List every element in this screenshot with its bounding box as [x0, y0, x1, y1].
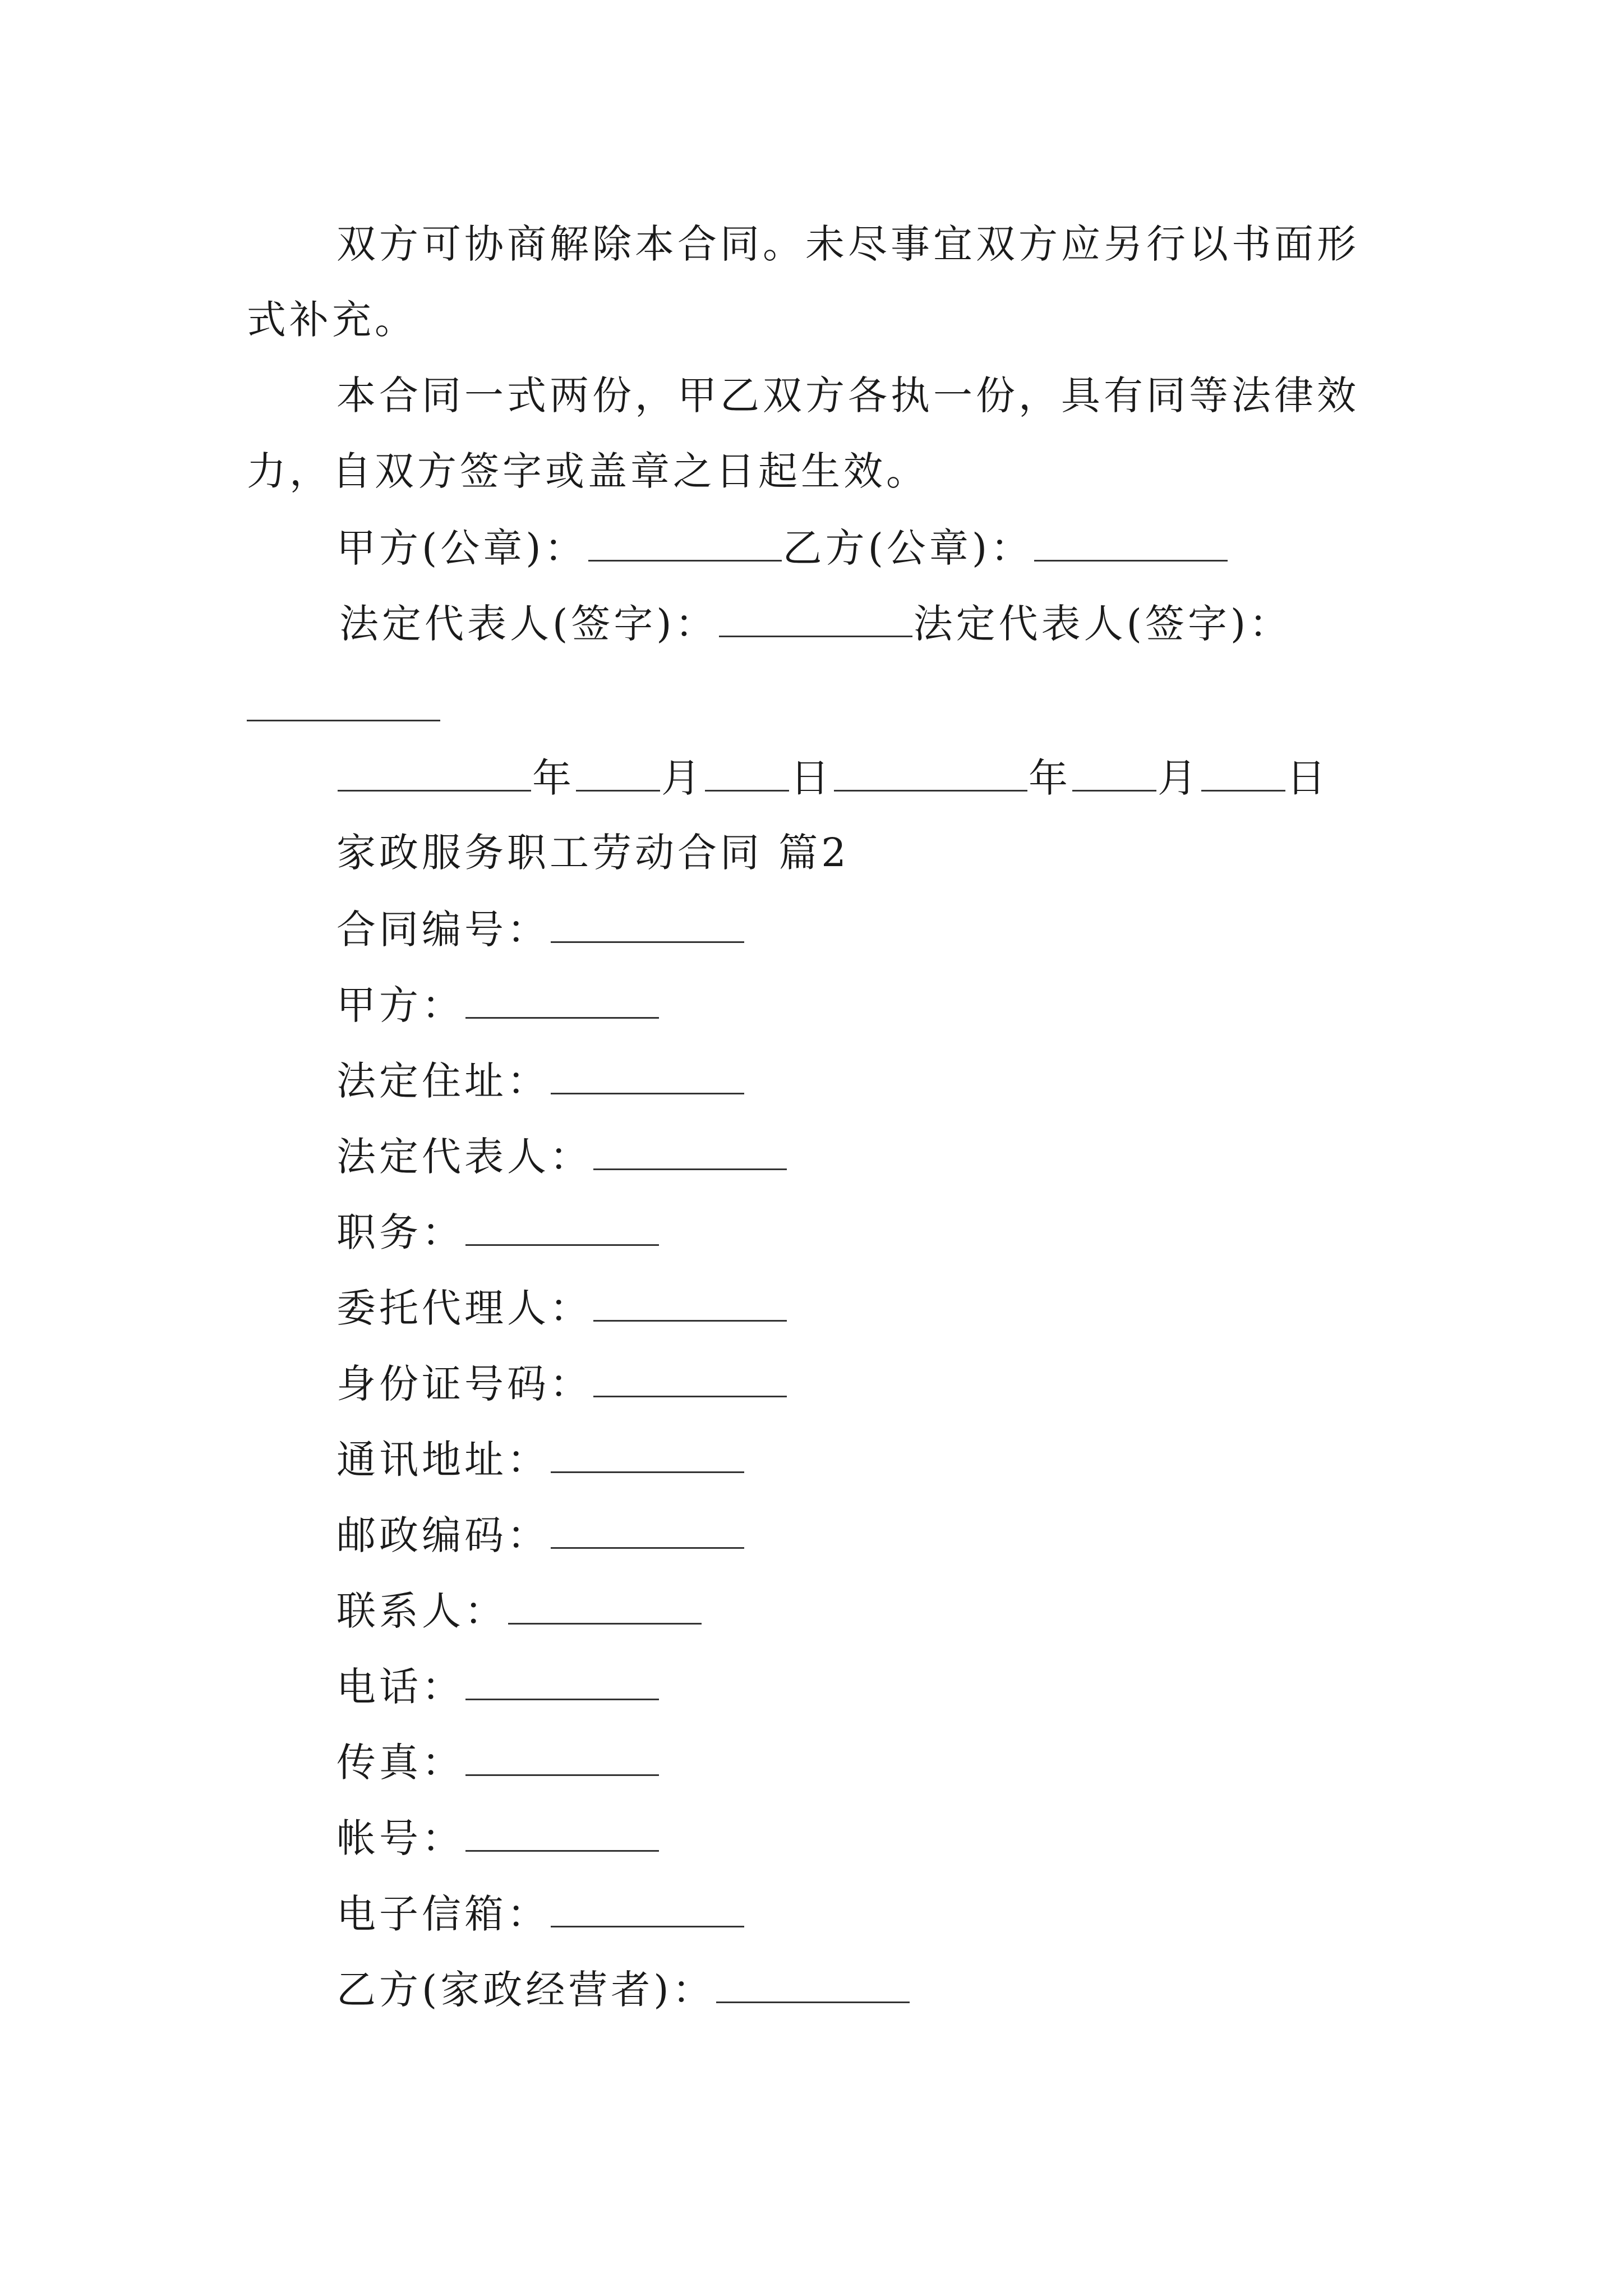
representative-line [339, 601, 1292, 647]
contract-2-title [336, 830, 850, 876]
field-label: 职务： [336, 1209, 464, 1255]
position-blank[interactable] [465, 1212, 659, 1246]
field-label: 传真： [336, 1740, 464, 1786]
phone-blank[interactable] [465, 1666, 659, 1700]
closing-paragraph-2-line-2 [247, 448, 929, 494]
account-blank[interactable] [465, 1818, 659, 1852]
party-a-rep-blank[interactable] [719, 603, 912, 637]
field-legal-address [336, 1058, 745, 1104]
field-legal-representative [336, 1134, 788, 1180]
field-email [336, 1891, 745, 1937]
email-blank[interactable] [551, 1893, 744, 1927]
field-phone [336, 1664, 660, 1710]
legal-address-blank[interactable] [551, 1060, 744, 1094]
field-label: 联系人： [336, 1588, 507, 1634]
party-a-blank[interactable] [465, 984, 659, 1019]
field-contact-person [336, 1588, 703, 1634]
party-b-rep-label: 法定代表人(签字)： [913, 601, 1292, 647]
year-label: 年 [1029, 755, 1071, 801]
contact-person-blank[interactable] [508, 1590, 702, 1625]
field-fax [336, 1740, 660, 1786]
field-label: 电话： [336, 1664, 464, 1710]
legal-representative-blank[interactable] [593, 1136, 787, 1170]
party-a-seal-label: 甲方(公章)： [336, 525, 587, 571]
party-a-seal-blank[interactable] [588, 527, 782, 562]
field-label: 委托代理人： [336, 1285, 592, 1331]
contract-title-text: 家政服务职工劳动合同 篇2 [336, 830, 850, 876]
field-position [336, 1209, 660, 1255]
field-label: 甲方： [336, 982, 464, 1028]
id-number-blank[interactable] [593, 1363, 787, 1397]
month-label: 月 [661, 755, 704, 801]
field-label: 电子信箱： [336, 1891, 550, 1937]
party-b-seal-label: 乙方(公章)： [782, 525, 1034, 571]
field-postal-code [336, 1512, 745, 1558]
seal-line [336, 525, 1229, 571]
party-b-year-blank[interactable] [834, 757, 1027, 792]
agent-blank[interactable] [593, 1287, 787, 1322]
field-mailing-address [336, 1437, 745, 1483]
party-a-rep-label: 法定代表人(签字)： [339, 601, 718, 647]
closing-text: 双方可协商解除本合同。未尽事宜双方应另行以书面形 [336, 221, 1359, 267]
field-label: 法定住址： [336, 1058, 550, 1104]
month-label: 月 [1158, 755, 1200, 801]
closing-paragraph-2-line-1 [336, 372, 1359, 418]
party-a-month-blank[interactable] [576, 757, 660, 792]
party-b-rep-blank[interactable] [247, 720, 440, 721]
fax-blank[interactable] [465, 1742, 659, 1776]
party-a-day-blank[interactable] [705, 757, 789, 792]
field-party-b [336, 1967, 911, 2013]
party-b-month-blank[interactable] [1072, 757, 1156, 792]
party-a-year-blank[interactable] [338, 757, 531, 792]
day-label: 日 [1287, 755, 1329, 801]
field-label: 通讯地址： [336, 1437, 550, 1483]
field-label: 乙方(家政经营者)： [336, 1967, 715, 2013]
field-agent [336, 1285, 788, 1331]
field-party-a [336, 982, 660, 1028]
mailing-address-blank[interactable] [551, 1439, 744, 1473]
field-id-number [336, 1361, 788, 1407]
field-label: 帐号： [336, 1815, 464, 1861]
closing-paragraph-1-line-1 [336, 221, 1359, 267]
day-label: 日 [790, 755, 833, 801]
field-contract-number [336, 907, 745, 953]
closing-text: 力，自双方签字或盖章之日起生效。 [247, 448, 929, 494]
party-b-seal-blank[interactable] [1034, 527, 1228, 562]
field-label: 合同编号： [336, 907, 550, 953]
contract-number-blank[interactable] [551, 909, 744, 943]
year-label: 年 [532, 755, 575, 801]
field-label: 邮政编码： [336, 1512, 550, 1558]
closing-paragraph-1-line-2 [247, 297, 417, 343]
closing-text: 式补充。 [247, 297, 417, 343]
closing-text: 本合同一式两份，甲乙双方各执一份，具有同等法律效 [336, 372, 1359, 418]
party-b-blank[interactable] [716, 1969, 910, 2003]
date-line [336, 755, 1329, 801]
field-label: 法定代表人： [336, 1134, 592, 1180]
field-account [336, 1815, 660, 1861]
field-label: 身份证号码： [336, 1361, 592, 1407]
postal-code-blank[interactable] [551, 1515, 744, 1549]
party-b-day-blank[interactable] [1201, 757, 1285, 792]
